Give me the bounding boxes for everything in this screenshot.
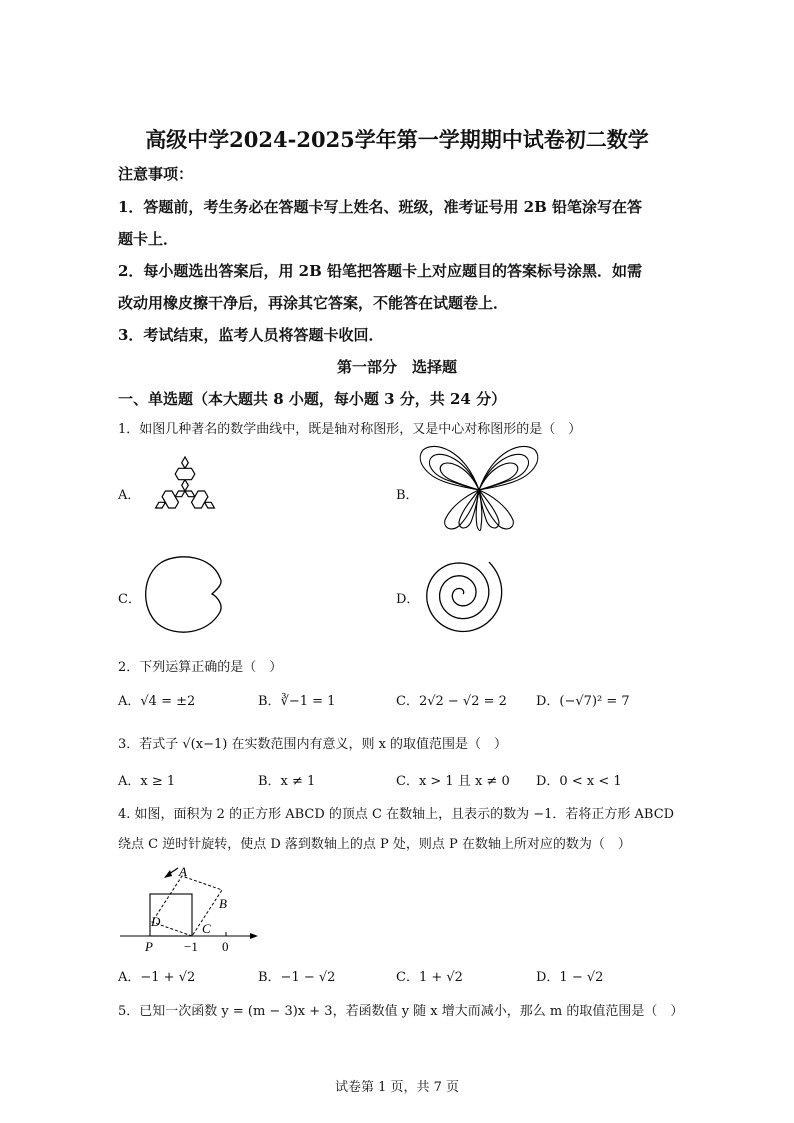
q1-option-b-label: B． [396,488,419,503]
page-footer: 试卷第 1 页，共 7 页 [334,1080,460,1095]
cardioid-figure [140,552,230,636]
question-4-line-1: 4. 如图，面积为 2 的正方形 ABCD 的顶点 C 在数轴上，且表示的数为 −1．若将正方形 ABCD [118,807,675,822]
q4-option-d: D．1 − √2 [536,970,604,985]
q3-option-d: D．0 < x < 1 [536,774,622,789]
notice-item-1-line-2: 题卡上． [118,230,179,248]
q2-option-b: B．∛−1 = 1 [258,694,336,709]
notice-item-2-line-2: 改动用橡皮擦干净后，再涂其它答案，不能答在试题卷上． [118,294,509,312]
q2-option-a: A．√4 = ±2 [118,694,196,709]
notice-item-1-line-1: 1．答题前，考生务必在答题卡写上姓名、班级，准考证号用 2B 铅笔涂写在答 [118,198,642,216]
part-heading: 第一部分 选择题 [336,358,457,376]
question-4-line-2: 绕点 C 逆时针旋转，使点 D 落到数轴上的点 P 处，则点 P 在数轴上所对应的数为（ ） [118,837,631,852]
q3-option-b: B．x ≠ 1 [258,774,316,789]
figure-label-d: D [151,914,161,929]
notice-item-3: 3．考试结束，监考人员将答题卡收回． [118,326,384,344]
butterfly-curve-figure [415,440,545,540]
question-2-stem: 2．下列运算正确的是（ ） [118,660,283,675]
notice-item-2-line-1: 2．每小题选出答案后，用 2B 铅笔把答题卡上对应题目的答案标号涂黑．如需 [118,262,642,280]
q4-option-b: B．−1 − √2 [258,970,336,985]
figure-label-c: C [202,921,211,936]
question-1-stem: 1．如图几种著名的数学曲线中，既是轴对称图形，又是中心对称图形的是（ ） [118,422,582,437]
notice-heading: 注意事项： [118,165,194,183]
q1-option-a-label: A． [118,488,141,503]
question-3-stem: 3．若式子 √(x−1) 在实数范围内有意义，则 x 的取值范围是（ ） [118,737,508,752]
figure-label-minus-one: −1 [184,939,198,954]
section-heading: 一、单选题（本大题共 8 小题，每小题 3 分，共 24 分） [118,390,507,408]
figure-label-b: B [219,896,227,911]
q3-option-a: A．x ≥ 1 [118,774,176,789]
q1-option-d-label: D． [396,592,420,607]
figure-label-zero: 0 [222,939,229,954]
rotation-number-line-figure [118,860,268,955]
figure-label-p: P [145,939,153,954]
koch-snowflake-figure [140,446,230,536]
q4-option-a: A．−1 + √2 [118,970,196,985]
question-5-stem: 5．已知一次函数 y = (m − 3)x + 3，若函数值 y 随 x 增大而减小，那么 m 的取值范围是（ ） [118,1004,684,1019]
q2-option-d: D．(−√7)² = 7 [536,694,630,709]
q1-option-c-label: C． [118,592,141,607]
q2-option-c: C．2√2 − √2 = 2 [396,694,507,709]
q4-option-c: C．1 + √2 [396,970,463,985]
spiral-figure [415,554,515,638]
figure-label-a: A [179,864,187,879]
page-title: 高级中学2024-2025学年第一学期期中试卷初二数学 [145,127,649,152]
q3-option-c: C．x > 1 且 x ≠ 0 [396,774,510,789]
